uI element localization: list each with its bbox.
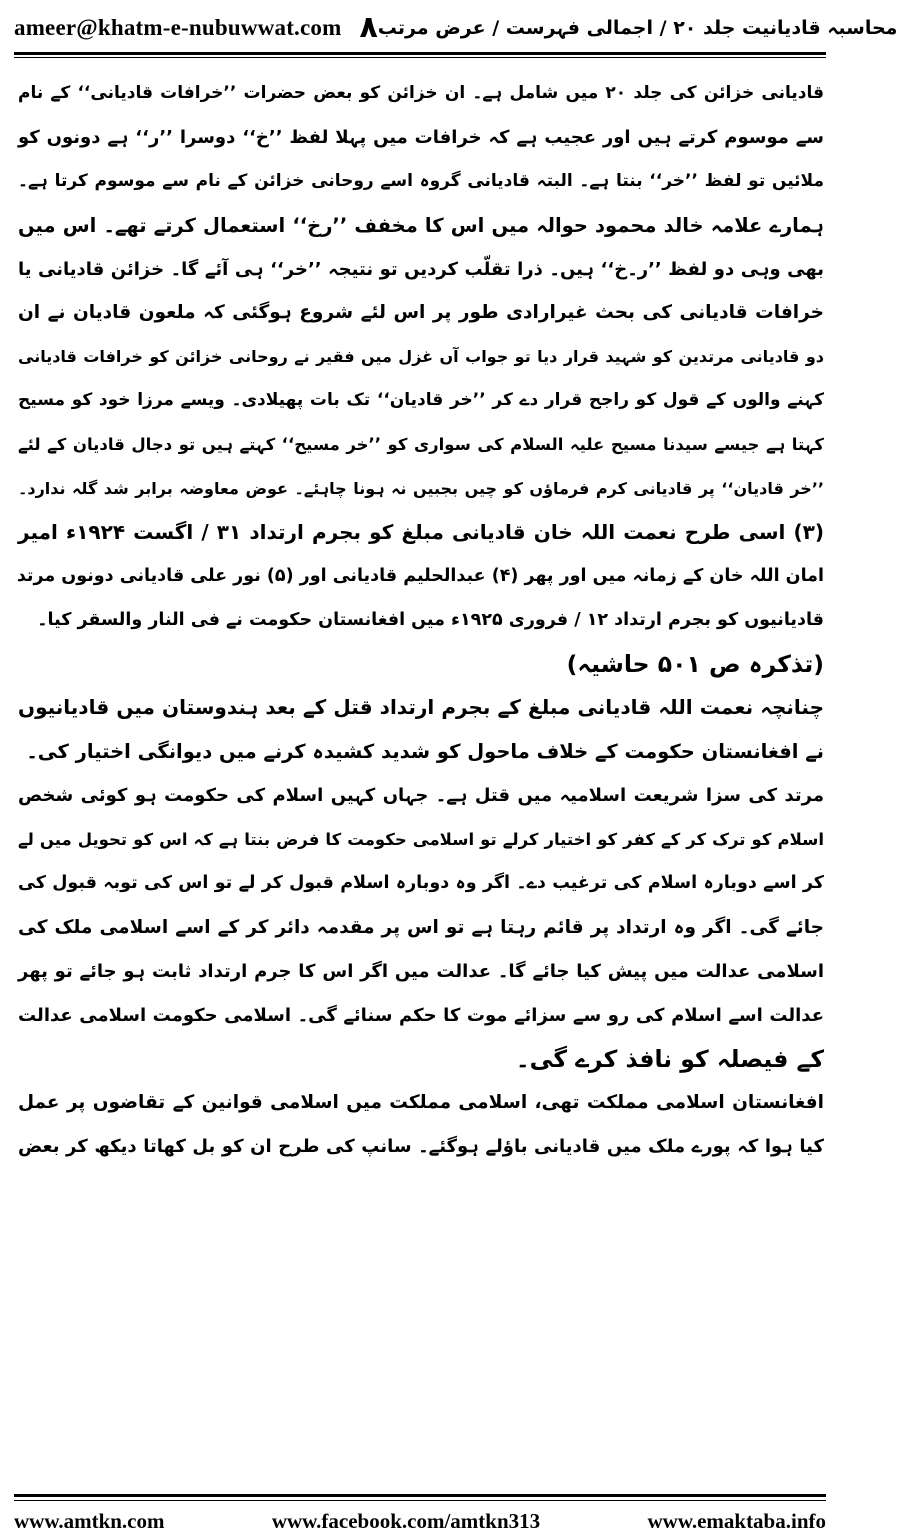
text-line: بھی وہی دو لفظ ’’ر۔خ‘‘ ہیں۔ ذرا تقلّب کردیں تو نتیجہ ’’خر‘‘ ہی آئے گا۔ خزائن قادیانی یا xyxy=(18,258,824,280)
text-line: اسلامی عدالت میں پیش کیا جائے گا۔ عدالت میں اگر اس کا جرم ارتداد ثابت ہو جائے تو پھر xyxy=(18,960,824,982)
text-line: قادیانیوں کو بجرم ارتداد ۱۲ / فروری ۱۹۲۵ء میں افغانستان حکومت نے فی النار والسقر کیا۔ xyxy=(37,609,824,630)
footer-divider xyxy=(14,1494,826,1497)
text-line: کہتا ہے جیسے سیدنا مسیح علیہ السلام کی سواری کو ’’خر مسیح‘‘ کہتے ہیں تو دجال قادیان کے لئے xyxy=(18,435,824,455)
text-line: افغانستان اسلامی مملکت تھی، اسلامی مملکت میں اسلامی قوانین کے تقاضوں پر عمل xyxy=(18,1092,824,1114)
footer-link-amtkn[interactable]: www.amtkn.com xyxy=(14,1508,165,1533)
text-line: کر اسے دوبارہ اسلام کی ترغیب دے۔ اگر وہ دوبارہ اسلام قبول کر لے تو اس کی توبہ قبول کی xyxy=(18,873,824,894)
text-line: خرافات قادیانی کی بحث غیرارادی طور پر اس لئے شروع ہوگئی کہ ملعون قادیان نے ان xyxy=(18,302,824,324)
text-line: دو قادیانی مرتدین کو شہید قرار دیا تو جواب آں غزل میں فقیر نے روحانی خزائن کو خرافات قادیانی xyxy=(18,347,824,367)
page-footer xyxy=(14,1506,826,1536)
text-line: کہنے والوں کے قول کو راجح قرار دے کر ’’خر قادیان‘‘ تک بات پھیلادی۔ ویسے مرزا خود کو مسیح xyxy=(18,390,824,411)
text-line: ہمارے علامہ خالد محمود حوالہ میں اس کا مخفف ’’رخ‘‘ استعمال کرتے تھے۔ اس میں xyxy=(18,213,824,237)
text-line: (۳) اسی طرح نعمت اللہ خان قادیانی مبلغ کو بجرم ارتداد ۳۱ / اگست ۱۹۲۴ء امیر xyxy=(18,519,825,544)
header-divider xyxy=(14,52,826,55)
text-line: نے افغانستان حکومت کے خلاف ماحول کو شدید کشیدہ کرنے میں دیوانگی اختیار کی۔ xyxy=(26,740,824,764)
header-divider-thin xyxy=(14,57,826,58)
page-body xyxy=(18,72,824,1482)
text-line: امان اللہ خان کے زمانہ میں اور پھر (۴) عبدالحلیم قادیانی اور (۵) نور علی قادیانی دونوں مرتد xyxy=(16,565,824,586)
header-title: محاسبہ قادیانیت جلد ۲۰ / اجمالی فہرست / عرض مرتب xyxy=(377,17,897,39)
citation-line: (تذکرہ ص ۵۰۱ حاشیہ) xyxy=(566,649,824,678)
page-number: ۸ xyxy=(359,10,378,45)
text-line: ملائیں تو لفظ ’’خر‘‘ بنتا ہے۔ البتہ قادیانی گروہ اسے روحانی خزائن کے نام سے موسوم کرتا ہے۔ xyxy=(18,170,824,191)
text-line: عدالت اسے اسلام کی رو سے سزائے موت کا حکم سنائے گی۔ اسلامی حکومت اسلامی عدالت xyxy=(18,1004,824,1026)
text-line: چنانچہ نعمت اللہ قادیانی مبلغ کے بجرم ارتداد قتل کے بعد ہندوستان میں قادیانیوں xyxy=(18,695,824,720)
text-line: سے موسوم کرتے ہیں اور عجیب ہے کہ خرافات میں پہلا لفظ ’’خ‘‘ دوسرا ’’ر‘‘ ہے دونوں کو xyxy=(18,126,824,148)
text-line: کیا ہوا کہ پورے ملک میں قادیانی باؤلے ہوگئے۔ سانپ کی طرح ان کو بل کھاتا دیکھ کر بعض xyxy=(18,1136,824,1158)
header-email: ameer@khatm-e-nubuwwat.com xyxy=(14,15,342,40)
text-line: ’’خر قادیان‘‘ پر قادیانی کرم فرماؤں کو چیں بجبیں نہ ہونا چاہئے۔ عوض معاوضہ برابر شد گلہ ندارد۔ xyxy=(18,479,824,499)
text-line: جائے گی۔ اگر وہ ارتداد پر قائم رہتا ہے تو اس پر مقدمہ دائر کر کے اسے اسلامی ملک کی xyxy=(18,916,824,938)
page-header xyxy=(14,6,897,50)
text-line: کے فیصلہ کو نافذ کرے گی۔ xyxy=(515,1044,824,1073)
text-line: مرتد کی سزا شریعت اسلامیہ میں قتل ہے۔ جہاں کہیں اسلام کی حکومت ہو کوئی شخص xyxy=(18,785,824,807)
text-line: اسلام کو ترک کر کے کفر کو اختیار کرلے تو اسلامی حکومت کا فرض بنتا ہے کہ اس کو تحویل میں لے xyxy=(18,830,824,850)
footer-link-emaktaba[interactable]: www.emaktaba.info xyxy=(647,1508,826,1533)
text-line: قادیانی خزائن کی جلد ۲۰ میں شامل ہے۔ ان خزائن کو بعض حضرات ’’خرافات قادیانی‘‘ کے نام xyxy=(18,83,824,103)
footer-divider-thin xyxy=(14,1500,826,1501)
footer-link-facebook[interactable]: www.facebook.com/amtkn313 xyxy=(271,1508,541,1533)
